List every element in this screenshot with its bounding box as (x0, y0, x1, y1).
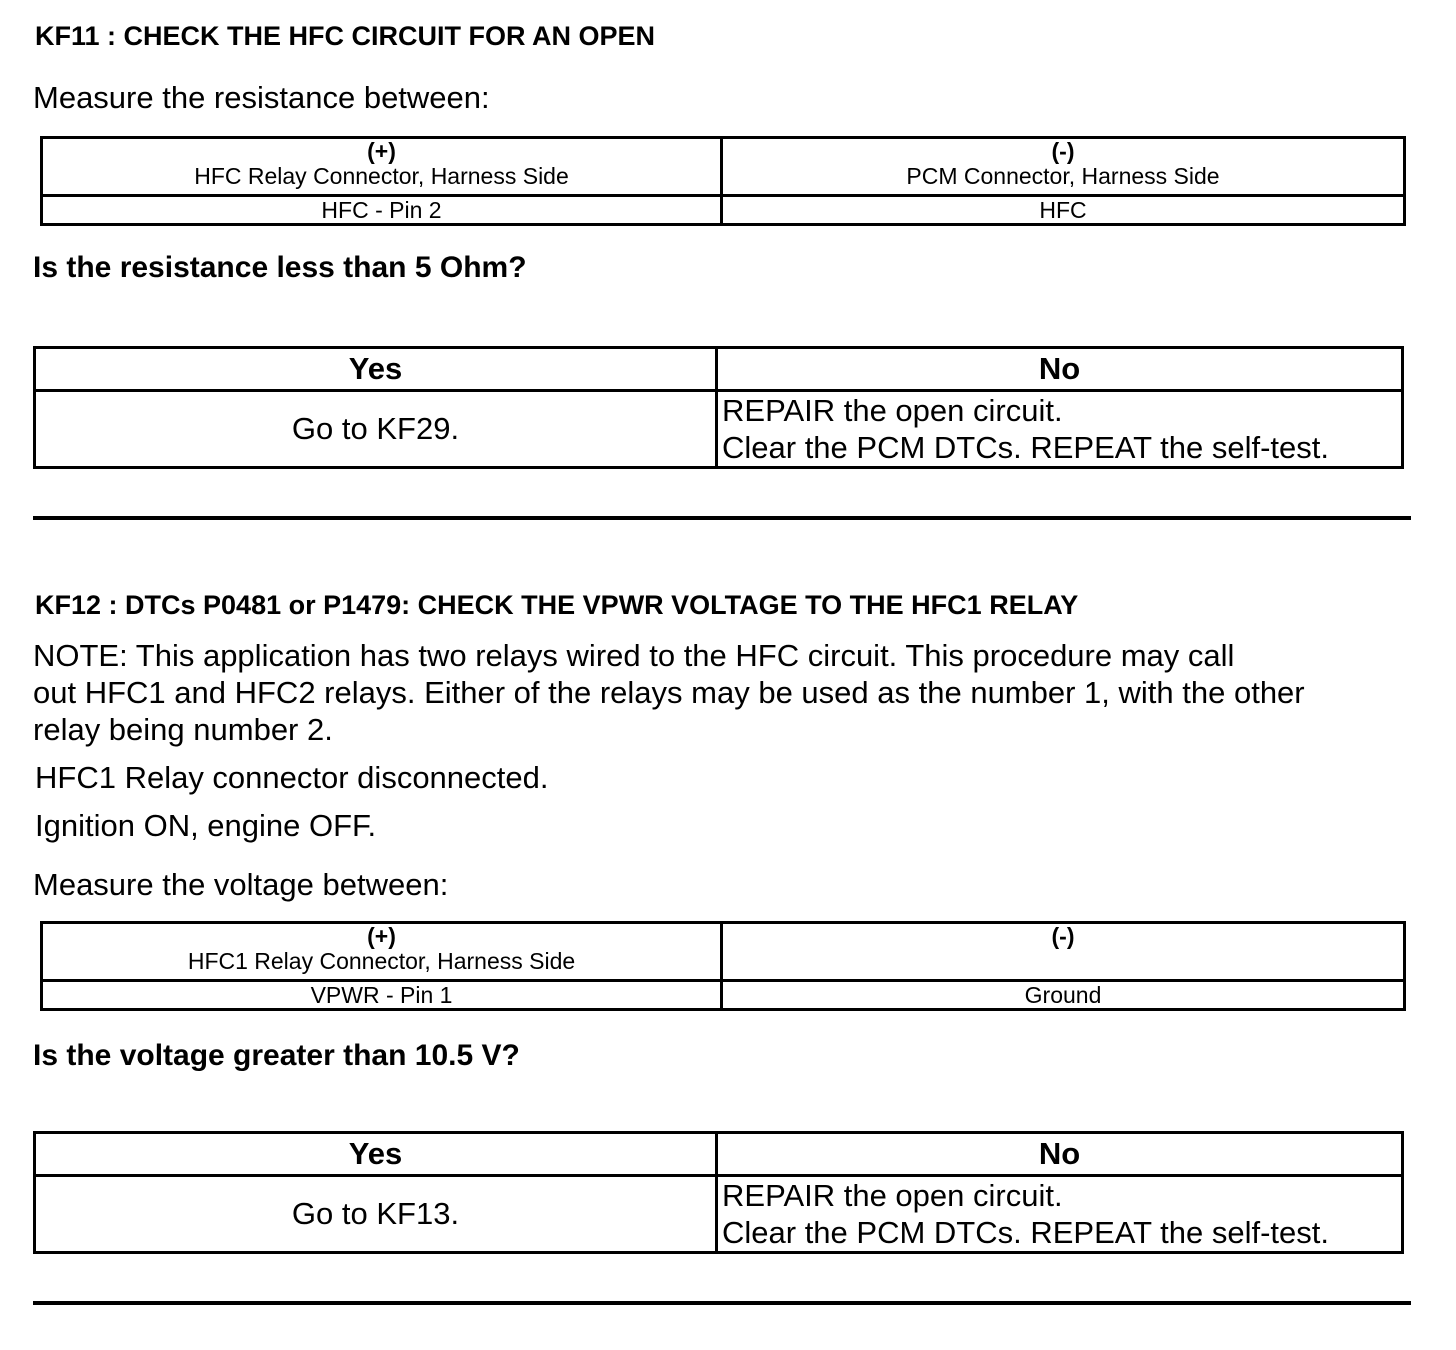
positive-value: HFC - Pin 2 (42, 196, 722, 225)
yes-header: Yes (35, 348, 717, 391)
positive-probe-header (42, 138, 722, 196)
positive-value: VPWR - Pin 1 (42, 981, 722, 1010)
no-action-line-1: REPAIR the open circuit. (722, 1178, 1063, 1213)
yes-action: Go to KF13. (35, 1176, 717, 1253)
yes-no-table-kf11 (33, 346, 1404, 469)
positive-symbol: (+) (367, 923, 396, 949)
yes-action: Go to KF29. (35, 391, 717, 468)
positive-label: HFC1 Relay Connector, Harness Side (187, 948, 576, 974)
section-divider (33, 516, 1411, 520)
condition-2-kf12: Ignition ON, engine OFF. (35, 808, 377, 843)
instruction-kf12: Measure the voltage between: (33, 867, 449, 902)
question-kf11: Is the resistance less than 5 Ohm? (33, 251, 527, 284)
no-action-line-2: Clear the PCM DTCs. REPEAT the self-test. (722, 1215, 1329, 1250)
measurement-table-kf12 (40, 921, 1406, 1011)
no-action-line-2: Clear the PCM DTCs. REPEAT the self-test. (722, 430, 1329, 465)
negative-symbol: (-) (1051, 923, 1075, 949)
positive-label: HFC Relay Connector, Harness Side (194, 163, 569, 189)
no-header: No (717, 348, 1403, 391)
instruction-kf11: Measure the resistance between: (33, 80, 490, 115)
yes-header: Yes (35, 1133, 717, 1176)
no-header: No (717, 1133, 1403, 1176)
negative-label: PCM Connector, Harness Side (906, 163, 1220, 189)
negative-value: Ground (722, 981, 1405, 1010)
condition-1-kf12: HFC1 Relay connector disconnected. (35, 760, 549, 795)
negative-probe-header (722, 138, 1405, 196)
note-line-3: relay being number 2. (33, 712, 333, 747)
question-kf12: Is the voltage greater than 10.5 V? (33, 1039, 520, 1072)
no-action (717, 1176, 1403, 1253)
no-action-line-1: REPAIR the open circuit. (722, 393, 1063, 428)
step-title-kf12: KF12 : DTCs P0481 or P1479: CHECK THE VPWR VOLTAGE TO THE HFC1 RELAY (35, 590, 1079, 620)
step-title-kf11: KF11 : CHECK THE HFC CIRCUIT FOR AN OPEN (35, 21, 656, 51)
negative-value: HFC (722, 196, 1405, 225)
no-action (717, 391, 1403, 468)
negative-symbol: (-) (1051, 138, 1075, 164)
note-line-2: out HFC1 and HFC2 relays. Either of the relays may be used as the number 1, with the other (33, 675, 1305, 710)
yes-no-table-kf12 (33, 1131, 1404, 1254)
measurement-table-kf11 (40, 136, 1406, 226)
negative-probe-header (722, 923, 1405, 981)
note-kf12 (33, 637, 1305, 748)
positive-symbol: (+) (367, 138, 396, 164)
note-line-1: NOTE: This application has two relays wired to the HFC circuit. This procedure may call (33, 638, 1235, 673)
section-divider (33, 1301, 1411, 1305)
positive-probe-header (42, 923, 722, 981)
